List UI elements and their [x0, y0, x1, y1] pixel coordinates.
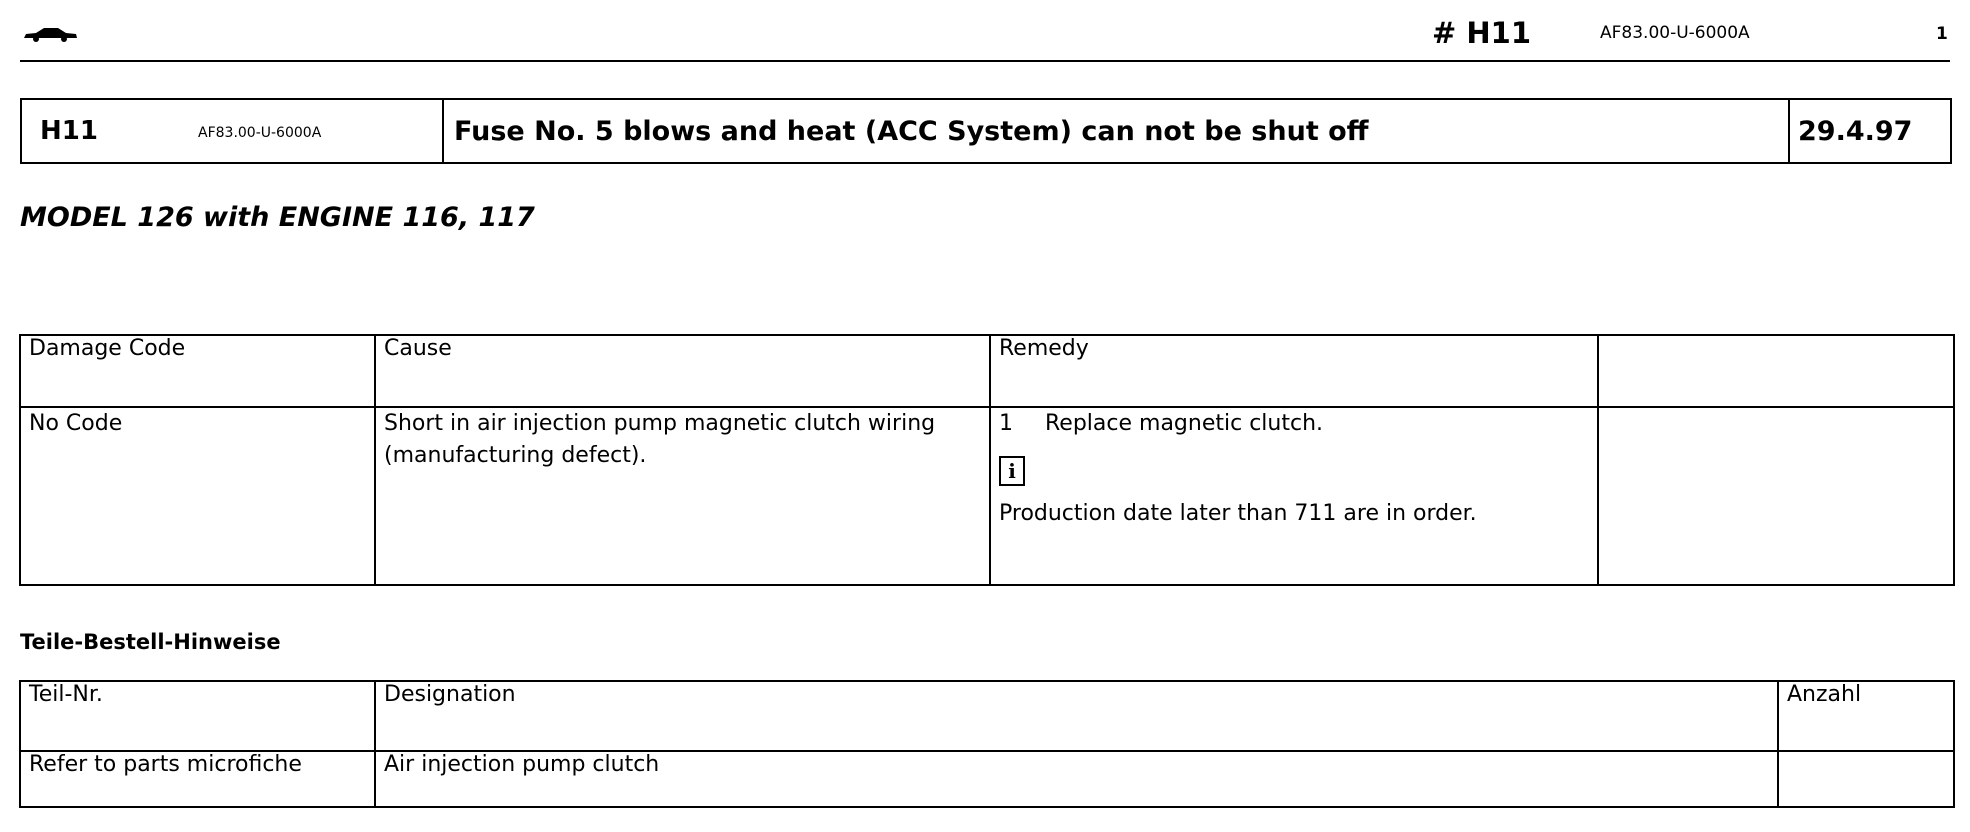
- car-icon: [22, 26, 78, 42]
- header-rule: [20, 60, 1950, 62]
- designation-cell: Air injection pump clutch: [375, 751, 1778, 807]
- part-number-cell: Refer to parts microfiche: [20, 751, 375, 807]
- title-code: H11: [40, 116, 98, 146]
- remedy-note: Production date later than 711 are in order.: [999, 500, 1477, 526]
- parts-heading: Teile-Bestell-Hinweise: [20, 630, 281, 654]
- remedy-step: [999, 408, 1589, 440]
- header-quantity: Anzahl: [1778, 681, 1954, 751]
- remedy-cell: [990, 407, 1598, 585]
- header-empty: [1598, 335, 1954, 407]
- header-code: # H11: [1432, 16, 1532, 50]
- empty-cell: [1598, 407, 1954, 585]
- remedy-step-text: Replace magnetic clutch.: [1045, 411, 1324, 436]
- title-text: Fuse No. 5 blows and heat (ACC System) can not be shut off: [454, 115, 1369, 147]
- header-reference: AF83.00-U-6000A: [1600, 23, 1750, 43]
- header-remedy: Remedy: [990, 335, 1598, 407]
- title-divider: [442, 100, 444, 162]
- table-row: [20, 407, 1954, 585]
- header-cause: Cause: [375, 335, 990, 407]
- header-part-number: Teil-Nr.: [20, 681, 375, 751]
- title-divider: [1788, 100, 1790, 162]
- title-date: 29.4.97: [1798, 115, 1913, 147]
- title-reference: AF83.00-U-6000A: [198, 125, 322, 141]
- quantity-cell: [1778, 751, 1954, 807]
- header-designation: Designation: [375, 681, 1778, 751]
- damage-code-cell: No Code: [20, 407, 375, 585]
- header-damage-code: Damage Code: [20, 335, 375, 407]
- table-header-row: [20, 681, 1954, 751]
- model-heading: MODEL 126 with ENGINE 116, 117: [20, 202, 535, 233]
- page-number: 1: [1936, 24, 1948, 44]
- cause-cell: Short in air injection pump magnetic clutch wiring (manufacturing defect).: [375, 407, 990, 585]
- table-row: [20, 751, 1954, 807]
- damage-table: [19, 334, 1955, 586]
- info-icon: i: [999, 456, 1025, 486]
- title-box: [20, 98, 1952, 164]
- parts-table: [19, 680, 1955, 808]
- table-header-row: [20, 335, 1954, 407]
- remedy-step-number: 1: [999, 411, 1013, 436]
